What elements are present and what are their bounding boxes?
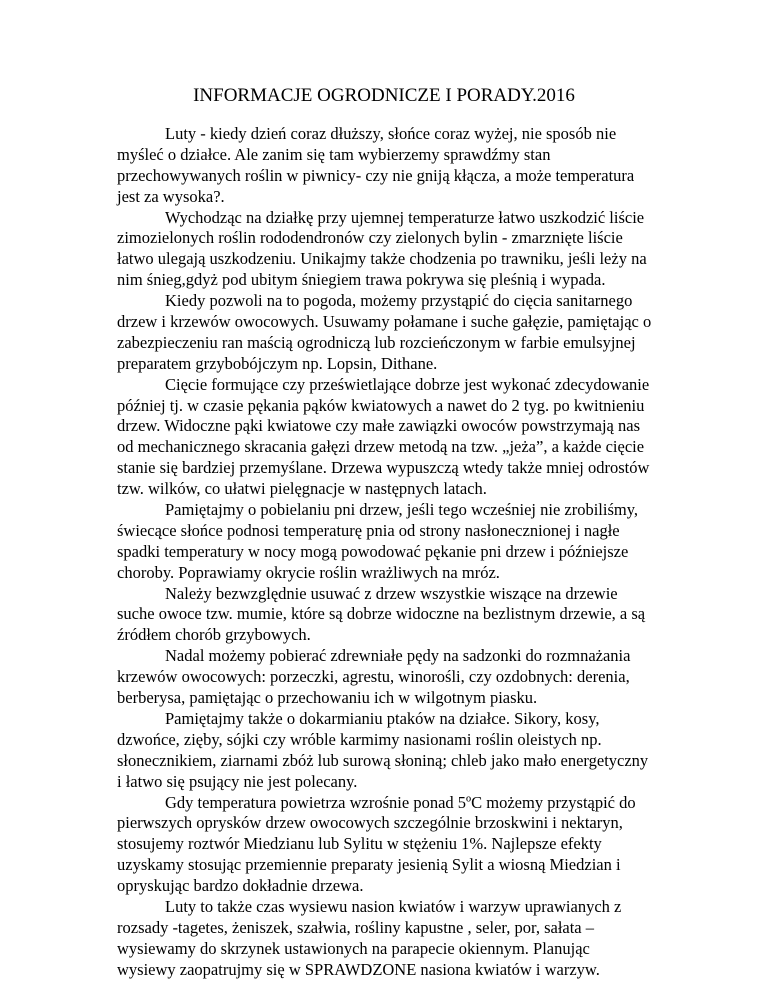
- text-line: od mechanicznego skracania gałęzi drzew metodą na tzw. „jeża”, a każde cięcie: [117, 437, 645, 457]
- text-line: opryskując bardzo dokładnie drzewa.: [117, 876, 364, 896]
- text-line: berberysa, pamiętając o przechowaniu ich w wilgotnym piasku.: [117, 688, 538, 708]
- text-line: pierwszych oprysków drzew owocowych szczególnie brzoskwini i nektaryn,: [117, 813, 623, 833]
- text-line: stanie się bardziej przemyślane. Drzewa wypuszczą wtedy także mniej odrostów: [117, 458, 650, 478]
- text-line: słonecznikiem, ziarnami zbóż lub surową słoniną; chleb jako mało energetyczny: [117, 750, 649, 770]
- text-line: krzewów owocowych: porzeczki, agrestu, winorośli, czy ozdobnych: derenia,: [117, 667, 630, 687]
- text-line: wysiewy zaopatrujmy się w SPRAWDZONE nasiona kwiatów i warzyw.: [117, 959, 600, 979]
- paragraph-first-line: Należy bezwzględnie usuwać z drzew wszystkie wiszące na drzewie: [165, 583, 618, 603]
- text-line: świecące słońce podnosi temperaturę pnia od strony nasłonecznionej i nagłe: [117, 520, 620, 540]
- text-line: tzw. wilków, co ułatwi pielęgnacje w następnych latach.: [117, 479, 487, 499]
- text-line: nim śnieg,gdyż pod ubitym śniegiem trawa pokrywa się pleśnią i wypada.: [117, 270, 606, 290]
- text-line: przechowywanych roślin w piwnicy- czy nie gniją kłącza, a może temperatura: [117, 165, 635, 185]
- text-line: suche owoce tzw. mumie, które są dobrze widoczne na bezlistnym drzewie, a są: [117, 604, 646, 624]
- text-line: zimozielonych roślin rododendronów czy zielonych bylin - zmarznięte liście: [117, 228, 623, 248]
- text-line: zabezpieczeniu ran maścią ogrodniczą lub rozcieńczonym w farbie emulsyjnej: [117, 332, 636, 352]
- text-line: i łatwo się psujący nie jest polecany.: [117, 771, 358, 791]
- text-line: stosujemy roztwór Miedzianu lub Sylitu w stężeniu 1%. Najlepsze efekty: [117, 834, 602, 854]
- text-line: jest za wysoka?.: [117, 186, 225, 206]
- text-line: myśleć o działce. Ale zanim się tam wybierzemy sprawdźmy stan: [117, 144, 551, 164]
- text-line: uzyskamy stosując przemiennie preparaty jesienią Sylit a wiosną Miedzian i: [117, 855, 621, 875]
- text-line: rozsady -tagetes, żeniszek, szałwia, rośliny kapustne , seler, por, sałata –: [117, 917, 595, 937]
- paragraph-first-line: Luty - kiedy dzień coraz dłuższy, słońce coraz wyżej, nie sposób nie: [165, 124, 617, 143]
- text-line: źródłem chorób grzybowych.: [117, 625, 311, 645]
- text-line: drzew i krzewów owocowych. Usuwamy połamane i suche gałęzie, pamiętając o: [117, 312, 652, 332]
- paragraph-first-line: Cięcie formujące czy prześwietlające dobrze jest wykonać zdecydowanie: [165, 374, 650, 394]
- paragraph-first-line: Kiedy pozwoli na to pogoda, możemy przystąpić do cięcia sanitarnego: [165, 291, 633, 311]
- text-line: dzwońce, zięby, sójki czy wróble karmimy nasionami roślin oleistych np.: [117, 729, 602, 749]
- paragraph-first-line: Pamiętajmy o pobielaniu pni drzew, jeśli tego wcześniej nie zrobiliśmy,: [165, 500, 639, 520]
- text-line: łatwo ulegają uszkodzeniu. Unikajmy także chodzenia po trawniku, jeśli leży na: [117, 249, 647, 269]
- text-line: później tj. w czasie pękania pąków kwiatowych a nawet do 2 tyg. po kwitnieniu: [117, 395, 645, 415]
- paragraph-first-line: Luty to także czas wysiewu nasion kwiatów i warzyw uprawianych z: [165, 896, 622, 916]
- text-line: wysiewamy do skrzynek ustawionych na parapecie okiennym. Planując: [117, 938, 590, 958]
- text-line: choroby. Poprawiamy okrycie roślin wrażliwych na mróz.: [117, 562, 500, 582]
- paragraph-first-line: Wychodząc na działkę przy ujemnej temperaturze łatwo uszkodzić liście: [165, 207, 645, 227]
- paragraph-first-line: Gdy temperatura powietrza wzrośnie ponad 5ºC możemy przystąpić do: [165, 792, 636, 812]
- paragraph-first-line: Nadal możemy pobierać zdrewniałe pędy na sadzonki do rozmnażania: [165, 646, 631, 666]
- document-title: INFORMACJE OGRODNICZE I PORADY.2016: [193, 85, 575, 106]
- text-line: preparatem grzybobójczym np. Lopsin, Dithane.: [117, 353, 438, 373]
- paragraph-first-line: Pamiętajmy także o dokarmianiu ptaków na działce. Sikory, kosy,: [165, 708, 600, 728]
- document-body: [117, 124, 651, 981]
- text-line: spadki temperatury w nocy mogą powodować pękanie pni drzew i późniejsze: [117, 541, 629, 561]
- text-line: drzew. Widoczne pąki kwiatowe czy małe zawiązki owoców powstrzymają nas: [117, 416, 641, 436]
